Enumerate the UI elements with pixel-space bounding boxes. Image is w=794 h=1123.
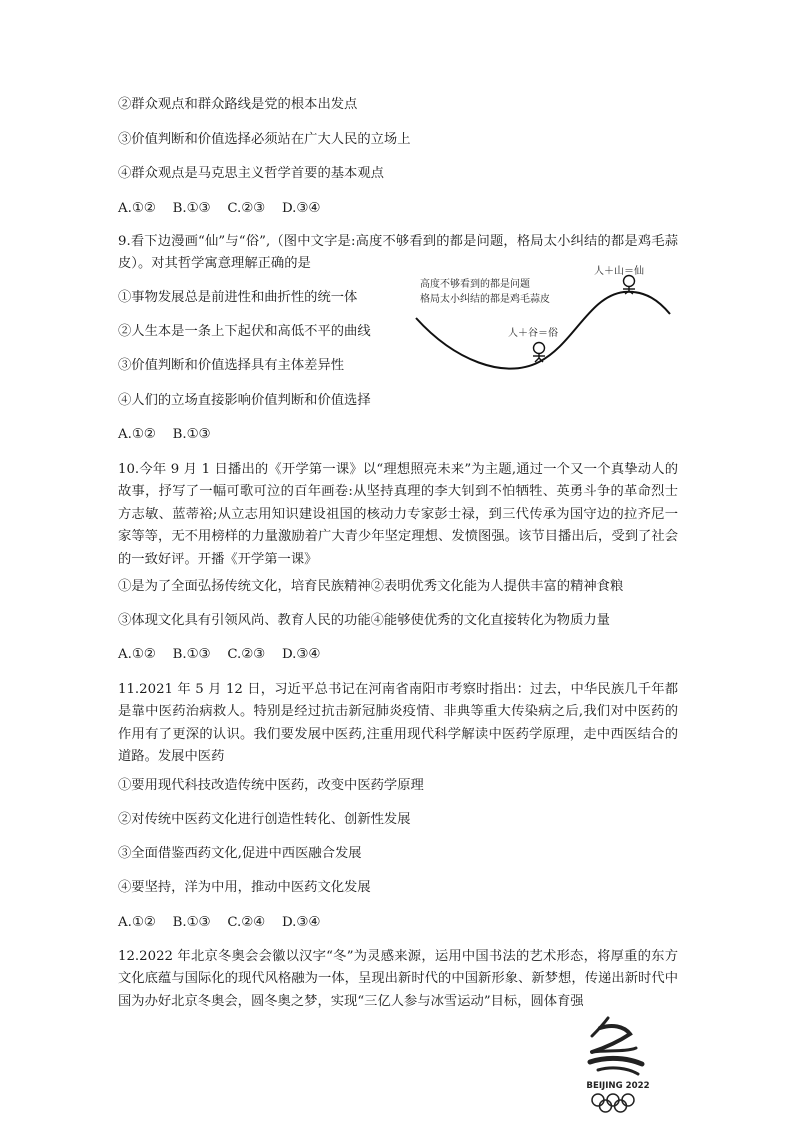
q10-options-3-4: ③体现文化具有引领风尚、教育人民的功能④能够使优秀的文化直接转化为物质力量	[118, 613, 610, 628]
q9-option-2: ②人生本是一条上下起伏和高低不平的曲线	[118, 324, 371, 339]
q11-answer-choices: A.①② B.①③ C.②④ D.③④	[118, 915, 321, 930]
q8-option-3: ③价值判断和价值选择必须站在广大人民的立场上	[118, 132, 411, 147]
comic-illustration	[414, 256, 674, 376]
q11-option-3: ③全面借鉴西药文化,促进中西医融合发展	[118, 846, 362, 861]
q8-answer-choices: A.①② B.①③ C.②③ D.③④	[118, 201, 321, 216]
q12-stem: 12.2022 年北京冬奥会会徽以汉字“冬”为灵感来源，运用中国书法的艺术形态，将厚重的东方文化底蕴与国际化的现代风格融为一体，呈现出新时代的中国新形象、新梦想，传递出新时代中国为办好北京冬奥会，圆冬奥之梦，实现“三亿人参与冰雪运动”目标，圆体育强	[118, 949, 678, 1009]
comic-caption-line1: 高度不够看到的都是问题	[420, 279, 530, 290]
q9-answer-choices: A.①② B.①③	[118, 427, 211, 442]
q9-option-1: ①事物发展总是前进性和曲折性的统一体	[118, 290, 358, 305]
q11-option-4: ④要坚持，洋为中用，推动中医药文化发展	[118, 880, 371, 895]
q10-stem: 10.今年 9 月 1 日播出的《开学第一课》以“理想照亮未来”为主题,通过一个又一个真挚动人的故事，抒写了一幅可歌可泣的百年画卷:从坚持真理的李大钊到不怕牺牲、英勇斗争的革命烈士方志敏、蓝蒂裕;从立志用知识建设祖国的核动力专家彭士禄，到三代传承为国守边的拉齐尼一家等等，无不用榜样的力量激励着广大青少年坚定理想、发愤图强。该节目播出后，受到了社会的一致好评。开播《开学第一课》	[118, 462, 678, 567]
comic-label-top: 人＋山＝仙	[594, 266, 644, 277]
q8-option-2: ②群众观点和群众路线是党的根本出发点	[118, 97, 358, 112]
comic-label-bottom: 人＋谷＝俗	[508, 328, 558, 339]
comic-caption-line2: 格局太小纠结的都是鸡毛蒜皮	[420, 294, 550, 305]
q9-stem: 9.看下边漫画“仙”与“俗”,（图中文字是:高度不够看到的都是问题，格局太小纠结的都是鸡毛蒜皮）。对其哲学寓意理解正确的是	[118, 234, 678, 272]
q11-option-1: ①要用现代科技改造传统中医药，改变中医药学原理	[118, 778, 424, 793]
q10-options-1-2: ①是为了全面弘扬传统文化，培育民族精神②表明优秀文化能为人提供丰富的精神食粮	[118, 579, 624, 594]
olympic-rings-icon	[592, 1094, 634, 1112]
beijing-2022-emblem	[578, 1012, 658, 1116]
winter-character-icon	[590, 1018, 642, 1074]
q9-option-3: ③价值判断和价值选择具有主体差异性	[118, 358, 345, 373]
q8-option-4: ④群众观点是马克思主义哲学首要的基本观点	[118, 166, 384, 181]
emblem-wordmark: BEIJING 2022	[586, 1081, 650, 1091]
q9-option-4: ④人们的立场直接影响价值判断和价值选择	[118, 393, 371, 408]
q11-stem: 11.2021 年 5 月 12 日，习近平总书记在河南省南阳市考察时指出：过去，中华民族几千年都是靠中医药治病救人。特别是经过抗击新冠肺炎疫情、非典等重大传染病之后,我们对中医药的作用有了更深的认识。我们要发展中医药,注重用现代科学解读中医药学原理，走中西医结合的道路。发展中医药	[118, 682, 678, 765]
q11-option-2: ②对传统中医药文化进行创造性转化、创新性发展	[118, 812, 411, 827]
q10-answer-choices: A.①② B.①③ C.②③ D.③④	[118, 647, 321, 662]
